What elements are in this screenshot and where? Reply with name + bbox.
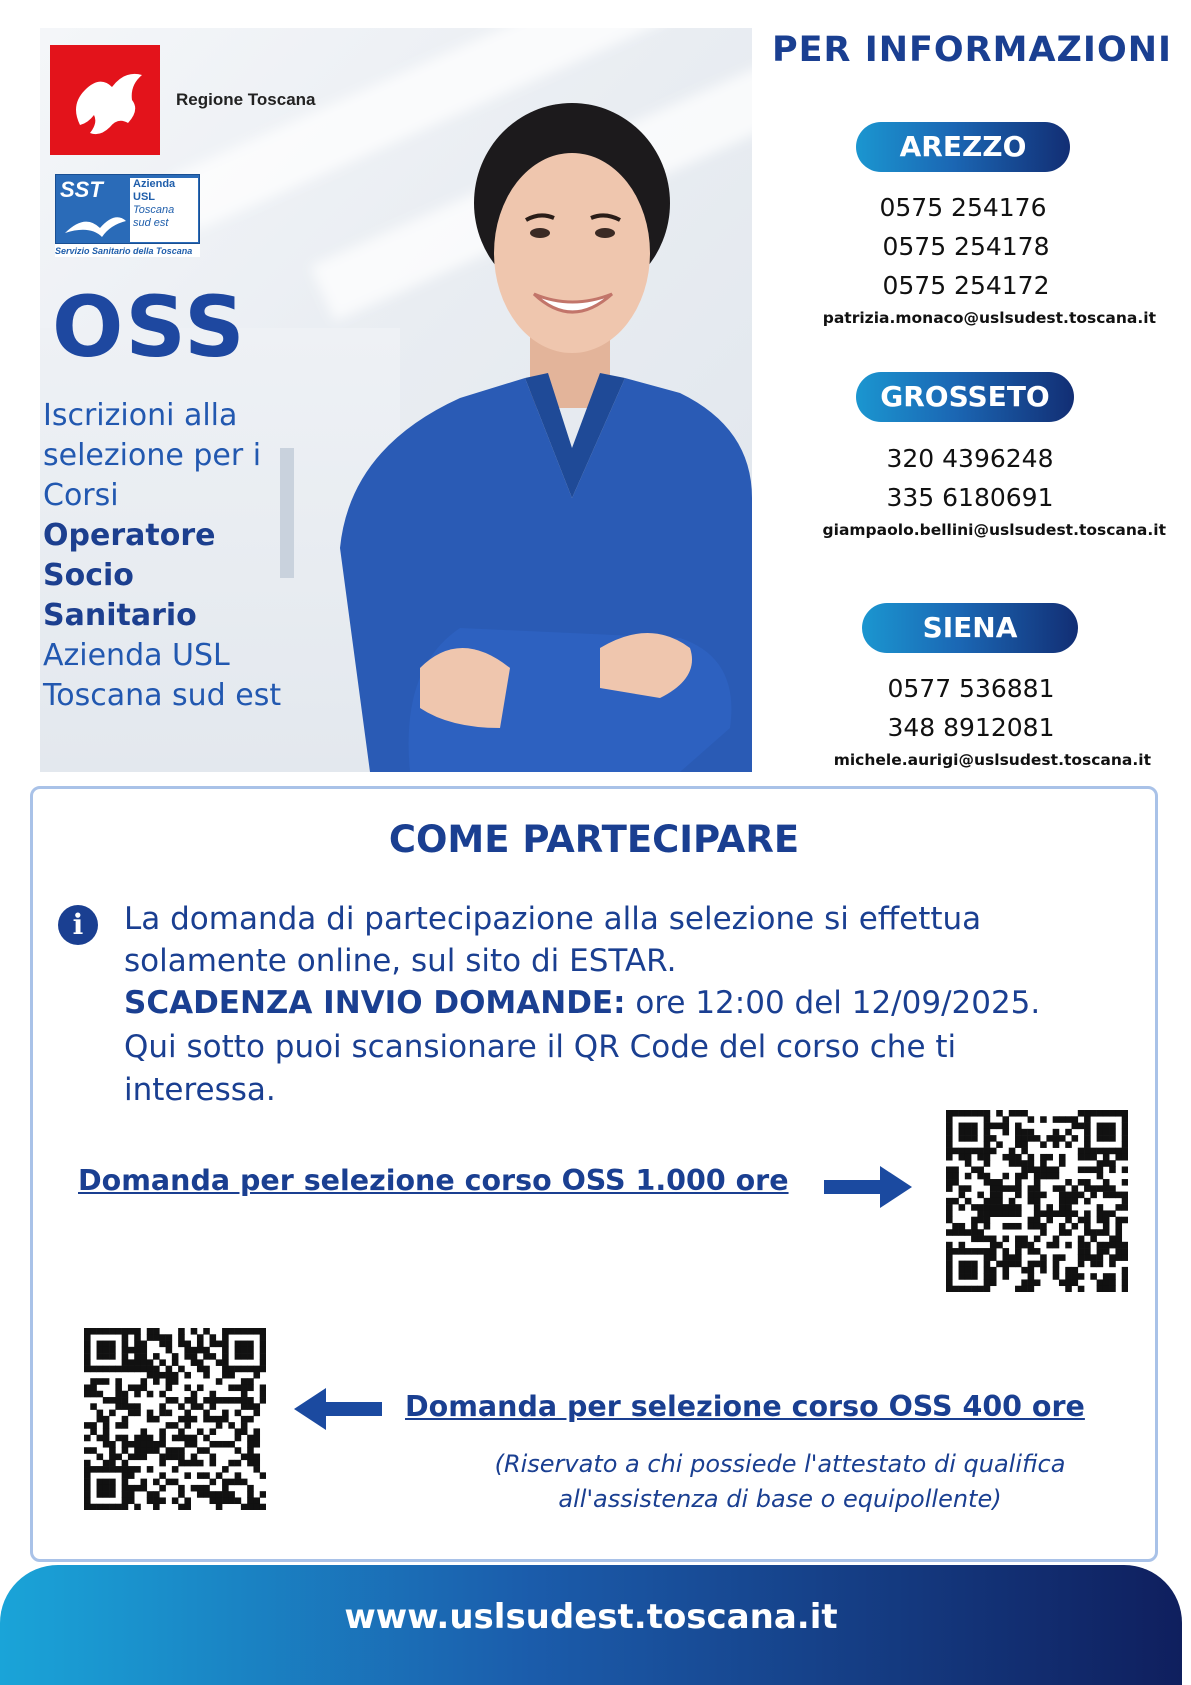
usl-line: USL — [133, 191, 155, 203]
usl-line: Azienda — [133, 178, 176, 190]
hero-intro — [43, 396, 343, 716]
link-oss-1000[interactable]: Domanda per selezione corso OSS 1.000 ore — [78, 1164, 789, 1197]
phone-number: 0575 254178 — [882, 232, 1050, 261]
arrow-right-icon — [824, 1162, 914, 1212]
info-title: PER INFORMAZIONI — [772, 30, 1173, 70]
qr-code-oss-1000[interactable] — [946, 1110, 1128, 1292]
info-icon: i — [58, 905, 98, 945]
intro-line: Corsi — [43, 478, 119, 513]
arrow-left-icon — [292, 1384, 382, 1434]
usl-line: Toscana — [133, 204, 175, 216]
sst-badge — [55, 174, 200, 244]
intro-bold-line: Sanitario — [43, 598, 197, 633]
intro-line: Toscana sud est — [43, 678, 282, 713]
city-badge-grosseto: GROSSETO — [856, 372, 1074, 422]
phone-number: 0575 254176 — [879, 193, 1047, 222]
intro-bold-line: Operatore — [43, 518, 216, 553]
intro-line: selezione per i — [43, 438, 262, 473]
city-badge-arezzo: AREZZO — [856, 122, 1070, 172]
sst-subtitle: Servizio Sanitario della Toscana — [55, 246, 193, 256]
qr-pattern — [946, 1110, 1128, 1292]
qr-pattern — [84, 1328, 266, 1510]
usl-line: sud est — [133, 217, 169, 229]
usl-label — [130, 178, 198, 242]
phone-number: 335 6180691 — [886, 483, 1054, 512]
email-arezzo[interactable]: patrizia.monaco@uslsudest.toscana.it — [822, 309, 1156, 327]
participate-line: La domanda di partecipazione alla selezione si effettua — [124, 901, 982, 937]
note-line: (Riservato a chi possiede l'attestato di qualifica — [494, 1450, 1066, 1478]
participate-title: COME PARTECIPARE — [388, 818, 800, 861]
link-oss-400[interactable]: Domanda per selezione corso OSS 400 ore — [405, 1390, 1085, 1423]
email-siena[interactable]: michele.aurigi@uslsudest.toscana.it — [833, 751, 1151, 769]
intro-line: Iscrizioni alla — [43, 398, 238, 433]
note-line: all'assistenza di base o equipollente) — [558, 1485, 1002, 1513]
usl-logo — [55, 174, 200, 257]
intro-bold-line: Socio — [43, 558, 134, 593]
gull-icon — [60, 203, 130, 243]
qr-code-oss-400[interactable] — [84, 1328, 266, 1510]
participate-line: solamente online, sul sito di ESTAR. — [124, 943, 677, 979]
phone-number: 348 8912081 — [887, 713, 1055, 742]
city-badge-siena: SIENA — [862, 603, 1078, 653]
phone-number: 320 4396248 — [886, 444, 1054, 473]
deadline-line — [124, 982, 1124, 1024]
participate-line: Qui sotto puoi scansionare il QR Code del corso che ti — [124, 1029, 957, 1065]
phone-number: 0575 254172 — [882, 271, 1050, 300]
phone-number: 0577 536881 — [887, 674, 1055, 703]
footer-url[interactable]: www.uslsudest.toscana.it — [344, 1597, 838, 1637]
sst-text: SST — [60, 177, 103, 202]
participate-line: interessa. — [124, 1072, 276, 1108]
hero-title: OSS — [52, 278, 247, 376]
regione-toscana-logo — [50, 45, 160, 155]
deadline-label: SCADENZA INVIO DOMANDE: — [124, 985, 626, 1021]
regione-toscana-name: Regione Toscana — [176, 90, 316, 109]
deadline-value: ore 12:00 del 12/09/2025. — [625, 985, 1041, 1021]
intro-line: Azienda USL — [43, 638, 230, 673]
email-grosseto[interactable]: giampaolo.bellini@uslsudest.toscana.it — [822, 521, 1166, 539]
